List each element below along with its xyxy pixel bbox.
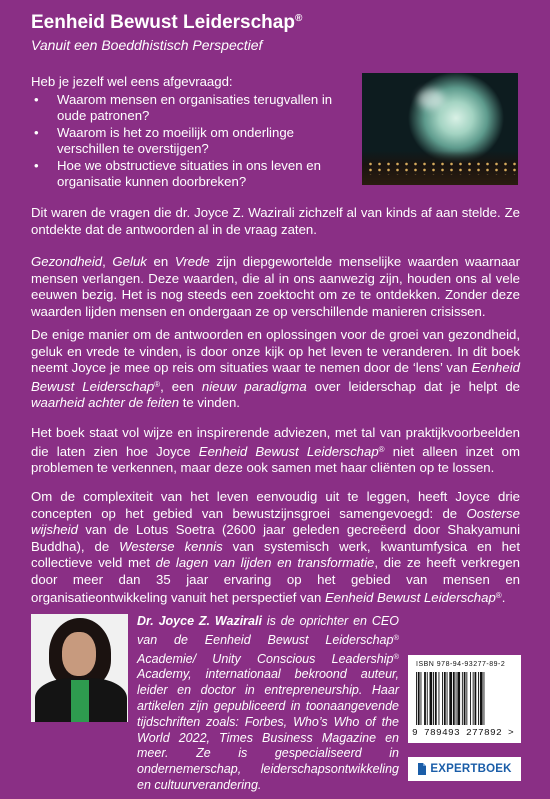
moon-highlight — [418, 89, 444, 109]
barcode-bar — [473, 672, 474, 725]
barcode-bar — [457, 672, 460, 725]
paragraph-origin: Dit waren de vragen die dr. Joyce Z. Wazirali zichzelf al van kinds af aan stelde. Ze ontdekte dat de antwoorden al in de vraag zaten. — [31, 205, 520, 237]
barcode-bar — [435, 672, 437, 725]
paragraph-advice: Het boek staat vol wijze en inspirerende adviezen, met tal van praktijkvoorbeelden die laten zien hoe Joyce Eenheid Bewust Leiderschap® niet alleen inzet om problemen te verkennen, maar deze ook samen met haar cliënten op te lossen. — [31, 425, 520, 475]
barcode-bar — [456, 672, 457, 725]
question-item: • Hoe we obstructieve situaties in ons leven en organisatie kunnen doorbreken? — [31, 158, 351, 191]
barcode-digits: 9 789493 277892 > — [412, 727, 515, 738]
question-item: • Waarom is het zo moeilijk om onderlinge verschillen te overstijgen? — [31, 125, 351, 158]
publisher-logo — [408, 757, 521, 781]
barcode-bar — [427, 672, 428, 725]
author-bio: Dr. Joyce Z. Wazirali is de oprichter en CEO van de Eenheid Bewust Leiderschap® Academie/ Unity Conscious Leadership® Academy, internationaal bekroond auteur, leider en doctor in entrepreneurship. Haar artikelen zijn gepubliceerd in toonaangevende tijdschriften zoals: Forbes, Who’s Who of the World 2022, Times Business Magazine en meer. Ze is gespecialiseerd in ondernemerschap, leiderschapsontwikkeling en cultuurverandering. — [137, 614, 399, 792]
barcode-bar — [444, 672, 446, 725]
barcode — [408, 655, 521, 743]
intro-question: Heb je jezelf wel eens afgevraagd: — [31, 74, 233, 89]
intro-questions — [31, 74, 351, 191]
isbn-label: ISBN 978-94-93277-89-2 — [416, 661, 506, 668]
barcode-marker: > — [508, 727, 515, 738]
barcode-bar — [480, 672, 483, 725]
barcode-bar — [447, 672, 448, 725]
barcode-bar — [439, 672, 440, 725]
book-icon — [417, 762, 427, 776]
moon-city-photo — [362, 73, 518, 185]
paragraph-concepts: Om de complexiteit van het leven eenvoudig uit te leggen, heeft Joyce drie concepten op het gebied van bewustzijnsgroei samengevoegd: de Oosterse wijsheid van de Lotus Soetra (2600 jaar geleden gecreëerd door Shakyamuni Buddha), de Westerse kennis van systemisch werk, kwantumfysica en het collectieve veld met de lagen van lijden en transformatie, die ze heeft verkregen door meer dan 35 jaar ervaring op het gebied van mensen en organisatieontwikkeling vanuit het perspectief van Eenheid Bewust Leiderschap®. — [31, 489, 520, 605]
barcode-bar — [484, 672, 485, 725]
barcode-bar — [478, 672, 479, 725]
barcode-bar — [430, 672, 433, 725]
barcode-bar — [442, 672, 443, 725]
question-list — [31, 92, 351, 191]
book-subtitle: Vanuit een Boeddhistisch Perspectief — [31, 37, 263, 53]
paragraph-values: Gezondheid, Geluk en Vrede zijn diepgewortelde menselijke waarden waarnaar mensen verlangen. Deze waarden, die al in ons aanwezig zijn, houden ons al vele eeuwen bezig. Het is nog steeds een zoektocht om ze te ontdekken. Zonder deze waarden lijden mensen en ondergaan ze op verschillende manieren crisissen. — [31, 254, 521, 319]
author-photo — [31, 614, 128, 722]
barcode-bar — [421, 672, 422, 725]
barcode-bar — [462, 672, 463, 725]
barcode-bar — [424, 672, 426, 725]
barcode-bar — [449, 672, 452, 725]
publisher-name: EXPERTBOEK — [430, 763, 512, 775]
paragraph-lens: De enige manier om de antwoorden en oplossingen voor de groei van gezondheid, geluk en vrede te vinden, is door onze kijk op het leven te veranderen. In dit boek neemt Joyce je mee op reis om situaties waar te nemen door de ‘lens’ van Eenheid Bewust Leiderschap®, een nieuw paradigma over leiderschap dat je helpt de waarheid achter de feiten te vinden. — [31, 327, 520, 410]
registered-mark: ® — [294, 13, 303, 24]
barcode-bars — [416, 672, 514, 725]
barcode-bar — [453, 672, 455, 725]
barcode-bar — [466, 672, 467, 725]
question-item: • Waarom mensen en organisaties terugvallen in oude patronen? — [31, 92, 351, 125]
book-title: Eenheid Bewust Leiderschap® — [31, 12, 303, 33]
city-lights — [366, 161, 516, 175]
barcode-bar — [475, 672, 477, 725]
barcode-bar — [470, 672, 471, 725]
barcode-bar — [433, 672, 434, 725]
barcode-bar — [464, 672, 466, 725]
barcode-bar — [416, 672, 417, 725]
title-block — [31, 7, 511, 54]
author-name: Dr. Joyce Z. Wazirali — [137, 614, 262, 628]
barcode-bar — [418, 672, 420, 725]
